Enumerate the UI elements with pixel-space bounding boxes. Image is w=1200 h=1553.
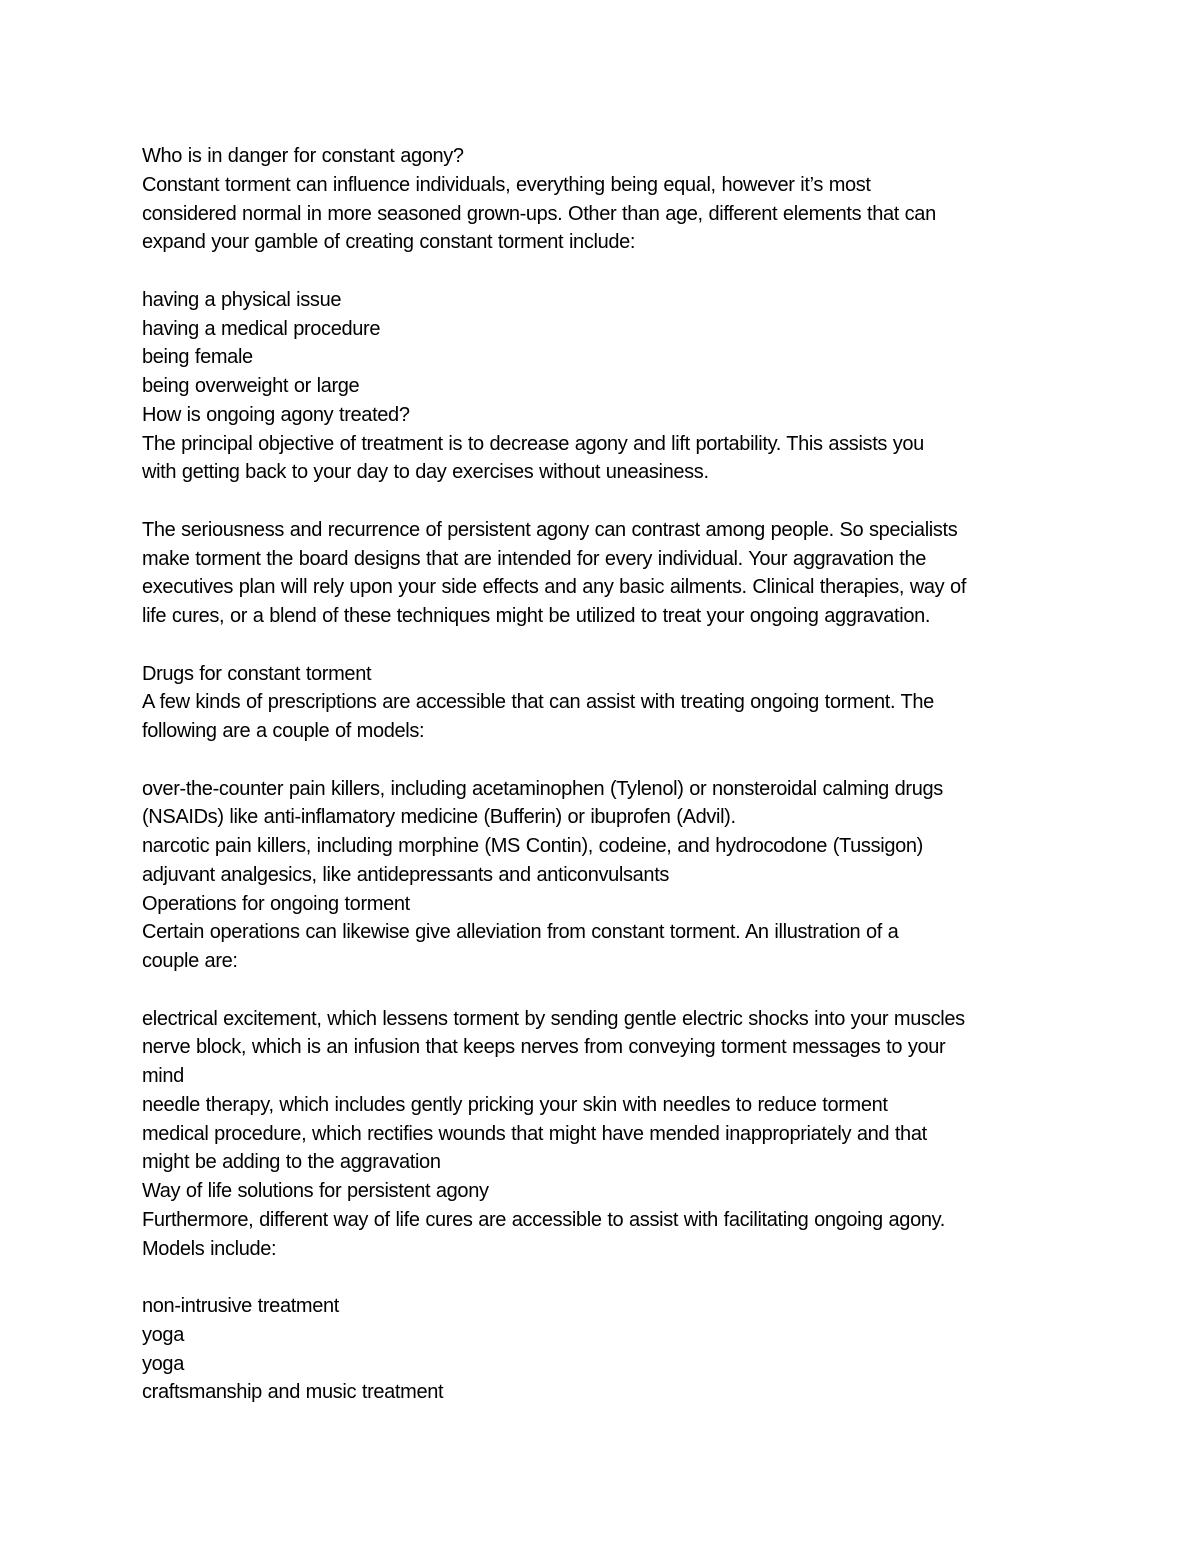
- text-line: couple are:: [142, 950, 238, 972]
- document-body: [142, 142, 1102, 1407]
- text-line: being female: [142, 346, 253, 369]
- text-line: adjuvant analgesics, like antidepressants and anticonvulsants: [142, 863, 670, 886]
- text-line: make torment the board designs that are intended for every individual. Your aggravation the: [142, 547, 927, 570]
- text-line: (NSAIDs) like anti-inflamatory medicine (Bufferin) or ibuprofen (Advil).: [142, 806, 736, 829]
- text-line: craftsmanship and music treatment: [142, 1381, 444, 1404]
- text-line: Furthermore, different way of life cures are accessible to assist with facilitating ongoing agony.: [142, 1208, 945, 1231]
- text-line: life cures, or a blend of these techniques might be utilized to treat your ongoing aggravation.: [142, 605, 931, 627]
- text-line: non-intrusive treatment: [142, 1295, 339, 1317]
- text-line: being overweight or large: [142, 375, 360, 397]
- text-line: over-the-counter pain killers, including acetaminophen (Tylenol) or nonsteroidal calming drugs: [142, 777, 943, 800]
- text-line: yoga: [142, 1323, 184, 1346]
- text-line: How is ongoing agony treated?: [142, 403, 410, 426]
- text-line: narcotic pain killers, including morphine (MS Contin), codeine, and hydrocodone (Tussigon): [142, 835, 923, 857]
- text-line: A few kinds of prescriptions are accessible that can assist with treating ongoing torment. The: [142, 691, 934, 714]
- blank-line: [142, 631, 1102, 660]
- text-line: Certain operations can likewise give alleviation from constant torment. An illustration of a: [142, 921, 899, 944]
- text-line: medical procedure, which rectifies wounds that might have mended inappropriately and that: [142, 1122, 927, 1145]
- text-line: yoga: [142, 1352, 184, 1375]
- text-line: Models include:: [142, 1237, 277, 1260]
- blank-line: [142, 257, 1102, 286]
- text-line: executives plan will rely upon your side effects and any basic ailments. Clinical therapies, way of: [142, 576, 967, 599]
- text-line: having a physical issue: [142, 288, 342, 311]
- blank-line: [142, 1263, 1102, 1292]
- text-line: considered normal in more seasoned grown-ups. Other than age, different elements that can: [142, 202, 936, 225]
- text-line: Constant torment can influence individuals, everything being equal, however it’s most: [142, 173, 871, 196]
- blank-line: [142, 746, 1102, 775]
- text-line: Drugs for constant torment: [142, 662, 372, 685]
- text-line: having a medical procedure: [142, 317, 381, 340]
- blank-line: [142, 487, 1102, 516]
- text-line: Way of life solutions for persistent agony: [142, 1180, 489, 1202]
- text-line: following are a couple of models:: [142, 720, 425, 742]
- text-line: Operations for ongoing torment: [142, 892, 410, 915]
- text-line: needle therapy, which includes gently pricking your skin with needles to reduce torment: [142, 1093, 888, 1116]
- text-line: with getting back to your day to day exercises without uneasiness.: [142, 461, 709, 484]
- text-line: electrical excitement, which lessens torment by sending gentle electric shocks into your muscles: [142, 1007, 965, 1030]
- text-line: might be adding to the aggravation: [142, 1151, 441, 1174]
- text-line: mind: [142, 1065, 184, 1087]
- text-line: Who is in danger for constant agony?: [142, 145, 464, 167]
- text-line: expand your gamble of creating constant torment include:: [142, 231, 636, 254]
- text-line: The seriousness and recurrence of persistent agony can contrast among people. So specialists: [142, 518, 958, 541]
- blank-line: [142, 976, 1102, 1005]
- text-line: The principal objective of treatment is to decrease agony and lift portability. This assists you: [142, 432, 924, 455]
- text-line: nerve block, which is an infusion that keeps nerves from conveying torment messages to your: [142, 1036, 946, 1059]
